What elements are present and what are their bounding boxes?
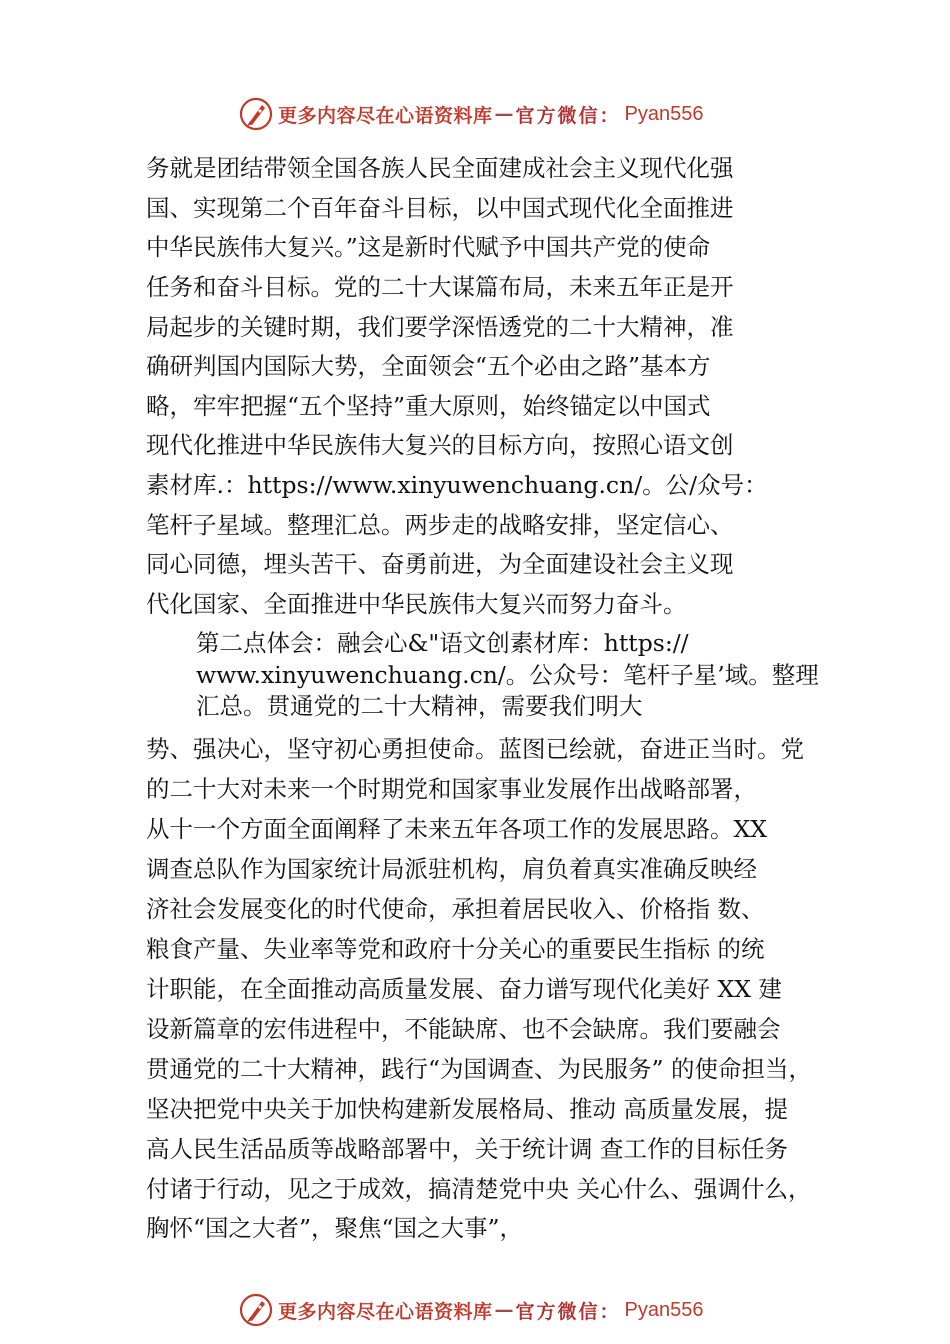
text-line: 同心同德，埋头苦干、奋勇前进，为全面建设社会主义现 xyxy=(146,550,734,578)
footer-watermark xyxy=(238,1290,704,1330)
watermark-wechat-label: 官方微信： xyxy=(515,104,621,127)
watermark-text: 更多内容尽在心语资料库 xyxy=(278,1300,493,1323)
text-line: 的二十大对未来一个时期党和国家事业发展作出战略部署， xyxy=(146,775,757,803)
text-line: 粮食产量、失业率等党和政府十分关心的重要民生指标 的统 xyxy=(146,935,765,963)
text-line: 势、强决心，坚守初心勇担使命。蓝图已绘就，奋进正当时。党 xyxy=(146,735,804,763)
text-line: 确研判国内国际大势，全面领会“五个必由之路”基本方 xyxy=(146,352,711,380)
pen-nib-logo-icon xyxy=(238,96,274,132)
text-line: 任务和奋斗目标。党的二十大谋篇布局，未来五年正是开 xyxy=(146,273,734,301)
text-line: 务就是团结带领全国各族人民全面建成社会主义现代化强 xyxy=(146,154,734,182)
watermark-separator: — xyxy=(494,103,514,125)
watermark-separator: — xyxy=(494,1299,514,1321)
subheading-line: 第二点体会：融会心&"语文创素材库：https:// xyxy=(196,629,689,657)
watermark-wechat-id: Pyan556 xyxy=(624,1298,704,1321)
text-line: 调查总队作为国家统计局派驻机构，肩负着真实准确反映经 xyxy=(146,855,757,883)
text-line: 设新篇章的宏伟进程中，不能缺席、也不会缺席。我们要融会 xyxy=(146,1015,781,1043)
text-line: 笔杆子星域。整理汇总。两步走的战略安排，坚定信心、 xyxy=(146,511,734,539)
header-watermark xyxy=(238,94,704,134)
subheading-line: 汇总。贯通党的二十大精神，需要我们明大 xyxy=(196,692,643,720)
text-line: 济社会发展变化的时代使命，承担着居民收入、价格指 数、 xyxy=(146,895,765,923)
text-line: 从十一个方面全面阐释了未来五年各项工作的发展思路。XX xyxy=(146,815,767,843)
text-line: 胸怀“国之大者”，聚焦“国之大事”， xyxy=(146,1214,524,1242)
text-line: 国、实现第二个百年奋斗目标，以中国式现代化全面推进 xyxy=(146,194,734,222)
text-line: 局起步的关键时期，我们要学深悟透党的二十大精神，准 xyxy=(146,313,734,341)
text-line: 现代化推进中华民族伟大复兴的目标方向，按照心语文创 xyxy=(146,431,734,459)
watermark-text: 更多内容尽在心语资料库 xyxy=(278,104,493,127)
text-line: 代化国家、全面推进中华民族伟大复兴而努力奋斗。 xyxy=(146,590,687,618)
text-line: 略，牢牢把握“五个坚持”重大原则，始终锚定以中国式 xyxy=(146,392,711,420)
subheading-line-url: www.xinyuwenchuang.cn/。公众号：笔杆子星’域。整理 xyxy=(196,661,819,689)
text-line: 中华民族伟大复兴。”这是新时代赋予中国共产党的使命 xyxy=(146,233,711,261)
text-line: 计职能，在全面推动高质量发展、奋力谱写现代化美好 XX 建 xyxy=(146,975,782,1003)
watermark-wechat-id: Pyan556 xyxy=(624,102,704,125)
text-line-url: 素材库.：https://www.xinyuwenchuang.cn/。公/众号： xyxy=(146,471,768,499)
watermark-wechat-label: 官方微信： xyxy=(515,1300,621,1323)
text-line: 付诸于行动，见之于成效，搞清楚党中央 关心什么、强调什么， xyxy=(146,1175,812,1203)
text-line: 坚决把党中央关于加快构建新发展格局、推动 高质量发展，提 xyxy=(146,1095,788,1123)
pen-nib-logo-icon xyxy=(238,1292,274,1328)
text-line: 高人民生活品质等战略部署中，关于统计调 查工作的目标任务 xyxy=(146,1135,788,1163)
text-line: 贯通党的二十大精神，践行“为国调查、为民服务” 的使命担当， xyxy=(146,1055,812,1083)
